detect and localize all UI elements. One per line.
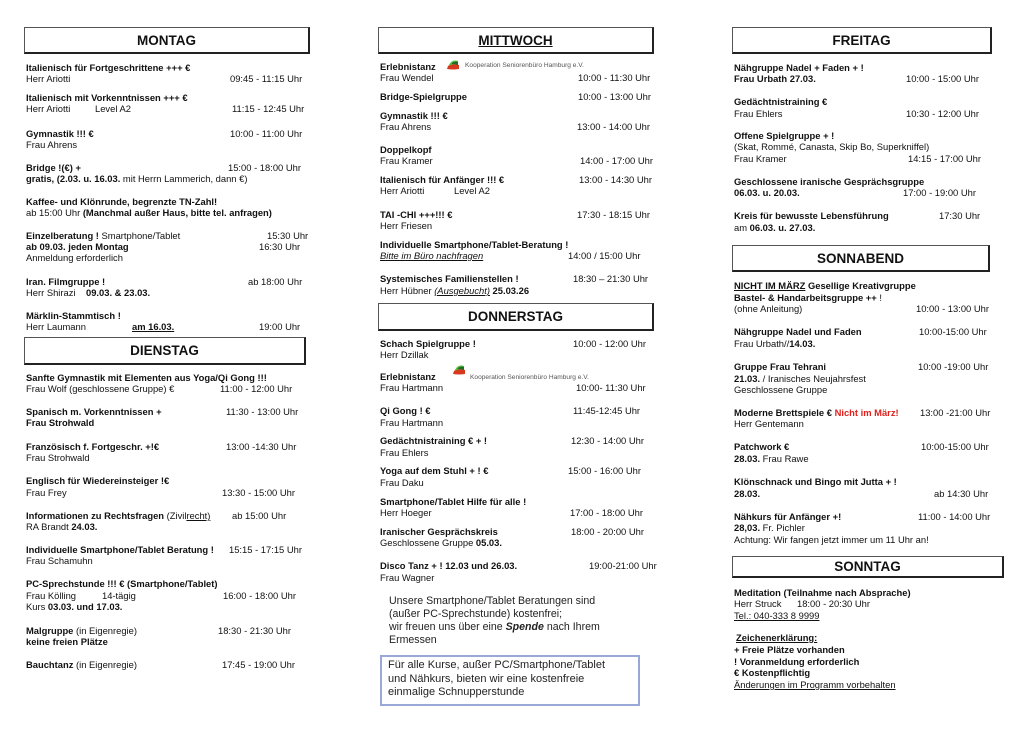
course-title: Offene Spielgruppe + ! — [734, 130, 835, 141]
course-info: 28.03. Frau Rawe — [734, 453, 809, 464]
course-info: ab 15:00 Uhr (Manchmal außer Haus, bitte tel. anfragen) — [26, 207, 272, 218]
course-note: Geschlossene Gruppe — [734, 384, 828, 395]
course-time: 10:00 - 13:00 Uhr — [578, 91, 651, 102]
course-time: 13:00 - 14:00 Uhr — [577, 121, 650, 132]
day-title: MONTAG — [137, 33, 196, 48]
course-info: Herr Hübner (Ausgebucht) 25.03.26 — [380, 285, 530, 296]
course-level: Level A2 — [95, 103, 131, 114]
course-time: ab 18:00 Uhr — [248, 276, 303, 287]
course-time: 11:00 - 12:00 Uhr — [220, 383, 293, 394]
course-instructor: Frau Ahrens — [26, 139, 78, 150]
legend-exclamation: ! Voranmeldung erforderlich — [734, 656, 860, 667]
course-time: 13:00 - 14:30 Uhr — [579, 174, 652, 185]
booked-out-label: (Ausgebucht) — [434, 285, 490, 296]
cooperation-label: Kooperation Seniorenbüro Hamburg e.V. — [465, 62, 584, 69]
course-time: 10:30 - 12:00 Uhr — [906, 108, 979, 119]
course-time: 11:45-12:45 Uhr — [573, 405, 641, 416]
course-info: (Skat, Rommé, Canasta, Skip Bo, Superkniffel) — [734, 141, 930, 152]
course-title: Schach Spielgruppe ! — [380, 338, 476, 349]
course-title: Englisch für Wiedereinsteiger !€ — [26, 475, 170, 486]
day-title: SONNTAG — [834, 559, 901, 574]
phone-link[interactable]: Tel.: 040-333 8 9999 — [734, 610, 820, 621]
day-title: DONNERSTAG — [467, 309, 563, 324]
course-dates: am 06.03. u. 27.03. — [734, 222, 816, 233]
course-instructor: Herr Laumann — [26, 321, 86, 332]
day-header-sonntag — [732, 556, 1004, 578]
course-title: Italienisch mit Vorkenntnissen +++ € — [26, 92, 188, 103]
day-header-montag — [24, 27, 310, 54]
course-title: Disco Tanz + ! 12.03 und 26.03. — [380, 560, 518, 571]
course-instructor: Frau Strohwald — [26, 452, 90, 463]
course-title: Gymnastik !!! € — [26, 128, 94, 139]
course-title: Nähgruppe Nadel und Faden — [734, 326, 862, 337]
course-info: 21.03. / Iranisches Neujahrsfest — [734, 373, 866, 384]
course-title: Erlebnistanz — [380, 61, 436, 72]
course-time: 19:00-21:00 Uhr — [589, 560, 657, 571]
course-title: Klönschnack und Bingo mit Jutta + ! — [734, 476, 897, 487]
course-instructor: Frau Kramer — [380, 155, 433, 166]
course-subtitle: Bastel- & Handarbeitsgruppe ++ ! — [734, 292, 882, 303]
course-title: Gedächtnistraining € + ! — [380, 435, 488, 446]
trial-lesson-box — [380, 655, 640, 706]
course-time: 10:00 - 12:00 Uhr — [573, 338, 646, 349]
course-time: 14:15 - 17:00 Uhr — [908, 153, 981, 164]
day-header-dienstag — [24, 337, 306, 365]
course-title: Yoga auf dem Stuhl + ! € — [380, 465, 489, 476]
course-title: Gedächtnistraining € — [734, 96, 828, 107]
course-title: Qi Gong ! € — [380, 405, 431, 416]
course-info: (ohne Anleitung) — [734, 303, 803, 314]
course-time: 13:00 -21:00 Uhr — [920, 407, 991, 418]
course-title: Märklin-Stammtisch ! — [26, 310, 121, 321]
seniorenbuero-logo-icon — [446, 59, 460, 70]
course-title: Systemisches Familienstellen ! — [380, 273, 519, 284]
legend-plus: + Freie Plätze vorhanden — [734, 644, 845, 655]
box-line: einmalige Schnupperstunde — [388, 686, 525, 698]
course-instructor: Frau Schamuhn — [26, 555, 93, 566]
course-title: Gymnastik !!! € — [380, 110, 448, 121]
course-level: Level A2 — [454, 185, 490, 196]
day-header-donnerstag — [378, 303, 654, 331]
legend-title: Zeichenerklärung: — [736, 632, 818, 643]
course-instructor: Frau Ahrens — [380, 121, 432, 132]
course-title: Einzelberatung ! Smartphone/Tablet — [26, 230, 181, 241]
course-time: 15:15 - 17:15 Uhr — [229, 544, 302, 555]
course-title: Italienisch für Fortgeschrittene +++ € — [26, 62, 191, 73]
course-time: 17:45 - 19:00 Uhr — [222, 659, 295, 670]
course-title: Kreis für bewusste Lebensführung — [734, 210, 889, 221]
course-instructor: Frau Urbath//14.03. — [734, 338, 816, 349]
course-time: 17:30 - 18:15 Uhr — [577, 209, 650, 220]
course-title: Individuelle Smartphone/Tablet-Beratung ! — [380, 239, 569, 250]
course-time: 18:00 - 20:30 Uhr — [797, 598, 870, 609]
course-instructor: Frau Ehlers — [380, 447, 429, 458]
course-title: Smartphone/Tablet Hilfe für alle ! — [380, 496, 527, 507]
course-time: 12:30 - 14:00 Uhr — [571, 435, 644, 446]
course-time: 09:45 - 11:15 Uhr — [230, 73, 303, 84]
course-title: Französisch f. Fortgeschr. +!€ — [26, 441, 160, 452]
course-instructor: Frau Wagner — [380, 572, 435, 583]
course-dates: 28.03. — [734, 488, 761, 499]
course-dates: 06.03. u. 20.03. — [734, 187, 800, 198]
course-instructor: Frau Kramer — [734, 153, 787, 164]
course-time: 10:00-15:00 Uhr — [921, 441, 989, 452]
course-time: 15:30 Uhr — [267, 230, 309, 241]
course-time: 10:00-15:00 Uhr — [919, 326, 987, 337]
course-instructor: Frau Daku — [380, 477, 424, 488]
course-instructor: Herr Ariotti — [26, 103, 71, 114]
course-info: 28,03. Fr. Pichler — [734, 522, 805, 533]
course-frequency: 14-tägig — [102, 590, 136, 601]
course-note: Achtung: Wir fangen jetzt immer um 11 Uhr an! — [734, 534, 929, 545]
course-title: Erlebnistanz — [380, 371, 436, 382]
course-time: 15:00 - 16:00 Uhr — [568, 465, 641, 476]
note-line: wir freuen uns über eine Spende nach Ihrem — [389, 621, 600, 633]
course-info: RA Brandt 24.03. — [26, 521, 98, 532]
course-time: 18:30 - 21:30 Uhr — [218, 625, 291, 636]
course-instructor: Frau Strohwald — [26, 417, 95, 428]
course-title: Iranischer Gesprächskreis — [380, 526, 498, 537]
course-title: Nähgruppe Nadel + Faden + ! — [734, 62, 864, 73]
course-instructor: Herr Hoeger — [380, 507, 432, 518]
course-instructor: Herr Gentemann — [734, 418, 804, 429]
course-title: Bridge !(€) + — [26, 162, 81, 173]
course-title: Kaffee- und Klönrunde, begrenzte TN-Zahl! — [26, 196, 218, 207]
legend-changes-note: Änderungen im Programm vorbehalten — [734, 679, 896, 690]
course-time: 14:00 / 15:00 Uhr — [568, 250, 641, 261]
course-title: PC-Sprechstunde !!! € (Smartphone/Tablet) — [26, 578, 218, 589]
course-instructor: Herr Struck — [734, 598, 782, 609]
course-info: Geschlossene Gruppe 05.03. — [380, 537, 502, 548]
course-title: Bauchtanz (in Eigenregie) — [26, 659, 137, 670]
course-time: 15:00 - 18:00 Uhr — [228, 162, 301, 173]
course-instructor: Herr Ariotti — [26, 73, 71, 84]
course-time: ab 14:30 Uhr — [934, 488, 989, 499]
course-time: 10:00 - 13:00 Uhr — [916, 303, 989, 314]
course-time: 17:00 - 18:00 Uhr — [570, 507, 643, 518]
course-dates: Kurs 03.03. und 17.03. — [26, 601, 123, 612]
day-title: MITTWOCH — [478, 33, 553, 48]
box-line: und Nähkurs, bieten wir eine kostenfreie — [388, 672, 585, 685]
course-title: Geschlossene iranische Gesprächsgruppe — [734, 176, 925, 187]
course-time: 13:00 -14:30 Uhr — [226, 441, 297, 452]
course-title: Italienisch für Anfänger !!! € — [380, 174, 505, 185]
not-in-march-label: NICHT IM MÄRZ — [734, 280, 806, 291]
note-line: Unsere Smartphone/Tablet Beratungen sind — [389, 595, 596, 607]
course-note: Anmeldung erforderlich — [26, 252, 123, 263]
course-time: 10:00 -19:00 Uhr — [918, 361, 989, 372]
course-time: 19:00 Uhr — [259, 321, 301, 332]
course-title: Spanisch m. Vorkenntnissen + — [26, 406, 162, 417]
course-dates: am 16.03. — [132, 321, 175, 332]
course-schedule: ab 09.03. jeden Montag — [26, 241, 129, 252]
course-time: 11:15 - 12:45 Uhr — [232, 103, 305, 114]
course-time: 10:00 - 11:30 Uhr — [578, 72, 651, 83]
note-line: (außer PC-Sprechstunde) kostenfrei; — [389, 608, 563, 620]
not-in-march-warning: Nicht im März! — [834, 407, 899, 418]
course-title: Sanfte Gymnastik mit Elementen aus Yoga/Qi Gong !!! — [26, 372, 267, 383]
day-title: DIENSTAG — [130, 343, 199, 358]
course-time: 18:00 - 20:00 Uhr — [571, 526, 644, 537]
course-time-end: 16:30 Uhr — [259, 241, 301, 252]
course-instructor: Frau Hartmann — [380, 417, 444, 428]
day-header-mittwoch — [378, 27, 654, 54]
course-instructor: Herr Friesen — [380, 220, 433, 231]
course-time: 14:00 - 17:00 Uhr — [580, 155, 653, 166]
course-note: keine freien Plätze — [26, 636, 108, 647]
course-instructor: Herr Dzillak — [380, 349, 429, 360]
course-time: 11:30 - 13:00 Uhr — [226, 406, 299, 417]
course-time: 17:30 Uhr — [939, 210, 981, 221]
course-title: Iran. Filmgruppe ! — [26, 276, 106, 287]
course-title: NICHT IM MÄRZ Gesellige Kreativgruppe — [734, 280, 916, 291]
ask-office-link[interactable]: Bitte im Büro nachfragen — [380, 250, 484, 261]
course-title: Moderne Brettspiele € Nicht im März! — [734, 407, 899, 418]
day-title: SONNABEND — [816, 251, 904, 266]
course-title: TAI -CHI +++!!! € — [380, 209, 453, 220]
course-title: Individuelle Smartphone/Tablet Beratung ! — [26, 544, 214, 555]
course-instructor: Frau Frey — [26, 487, 67, 498]
course-time: 16:00 - 18:00 Uhr — [223, 590, 296, 601]
course-instructor: Frau Wendel — [380, 72, 434, 83]
course-time: 18:30 – 21:30 Uhr — [573, 273, 649, 284]
course-title: Bridge-Spielgruppe — [380, 91, 467, 102]
course-time: 17:00 - 19:00 Uhr — [903, 187, 976, 198]
day-header-freitag — [732, 27, 992, 54]
day-title: FREITAG — [832, 33, 891, 48]
course-time: 11:00 - 14:00 Uhr — [918, 511, 991, 522]
course-title: Informationen zu Rechtsfragen (Zivilrecht) — [26, 510, 211, 521]
course-instructor: Herr Shirazi — [26, 287, 76, 298]
box-line: Für alle Kurse, außer PC/Smartphone/Tablet — [388, 659, 606, 671]
course-time: 10:00 - 11:00 Uhr — [230, 128, 303, 139]
course-instructor: Frau Hartmann — [380, 382, 444, 393]
course-title: Malgruppe (in Eigenregie) — [26, 625, 137, 636]
note-line: Ermessen — [389, 634, 437, 646]
course-instructor: Frau Wolf (geschlossene Gruppe) € — [26, 383, 175, 394]
course-time: 10:00 - 15:00 Uhr — [906, 73, 979, 84]
course-title: Doppelkopf — [380, 144, 432, 155]
course-instructor: Herr Ariotti — [380, 185, 425, 196]
course-instructor: Frau Urbath 27.03. — [734, 73, 816, 84]
course-time: 10:00- 11:30 Uhr — [576, 382, 646, 393]
course-dates: 09.03. & 23.03. — [86, 287, 151, 298]
cooperation-label: Kooperation Seniorenbüro Hamburg e.V. — [470, 374, 589, 381]
course-info: gratis, (2.03. u. 16.03. mit Herrn Lammerich, dann €) — [26, 173, 248, 184]
course-time: 13:30 - 15:00 Uhr — [222, 487, 295, 498]
course-time: ab 15:00 Uhr — [232, 510, 287, 521]
legend-euro: € Kostenpflichtig — [734, 667, 811, 678]
course-title: Gruppe Frau Tehrani — [734, 361, 827, 372]
course-title: Meditation (Teilnahme nach Absprache) — [734, 587, 911, 598]
course-instructor: Frau Kölling — [26, 590, 77, 601]
course-title: Nähkurs für Anfänger +! — [734, 511, 842, 522]
seniorenbuero-logo-icon — [452, 364, 466, 375]
course-title: Patchwork € — [734, 441, 790, 452]
course-instructor: Frau Ehlers — [734, 108, 783, 119]
day-header-sonnabend — [732, 245, 990, 272]
